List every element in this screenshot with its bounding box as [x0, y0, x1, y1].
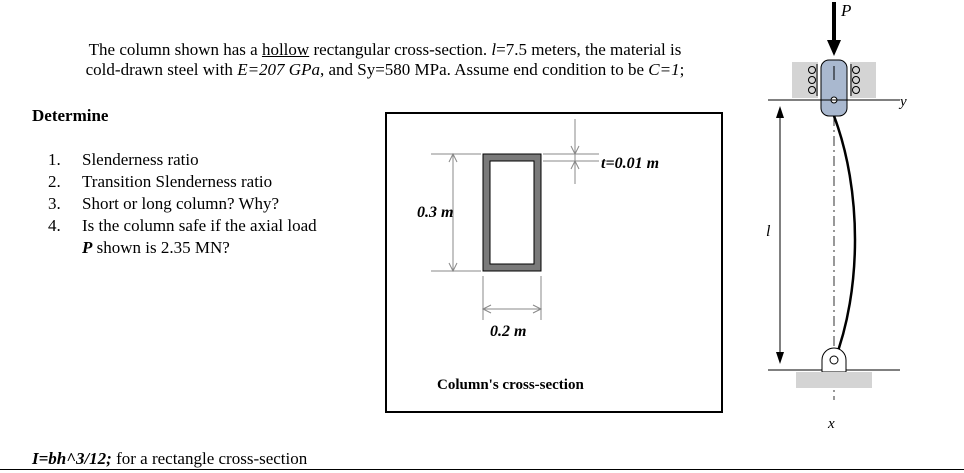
task-list — [48, 149, 317, 259]
column-figure — [750, 0, 960, 440]
axis-y-label: y — [900, 94, 907, 110]
thickness-label: t=0.01 m — [601, 155, 660, 172]
cross-section-diagram — [387, 114, 721, 411]
bottom-divider — [0, 469, 964, 470]
length-label: l — [766, 223, 771, 240]
load-label: P — [841, 1, 852, 20]
determine-heading: Determine — [32, 106, 109, 125]
task-item: 3. Short or long column? Why? — [48, 194, 280, 213]
task-item: 1. Slenderness ratio — [48, 150, 199, 169]
ground-block — [796, 372, 872, 388]
width-label: 0.2 m — [490, 323, 527, 340]
task-item: 2. Transition Slenderness ratio — [48, 172, 273, 191]
buckled-column — [834, 116, 855, 362]
hollow-section-inner — [490, 161, 534, 264]
cross-section-box — [385, 112, 723, 413]
task-item-continuation: P shown is 2.35 MN? — [82, 238, 230, 257]
moment-of-inertia-formula: I=bh^3/12; for a rectangle cross-section — [32, 449, 308, 468]
axis-x-label: x — [828, 416, 835, 432]
task-item: 4. Is the column safe if the axial load — [48, 216, 317, 235]
height-label: 0.3 m — [417, 204, 454, 221]
problem-statement: The column shown has a hollow rectangular cross-section. l=7.5 meters, the material is cold-drawn steel with E=207 GPa, and Sy=580 MPa. Assume end condition to be C=1; — [85, 40, 685, 79]
cross-section-caption: Column's cross-section — [437, 377, 584, 393]
